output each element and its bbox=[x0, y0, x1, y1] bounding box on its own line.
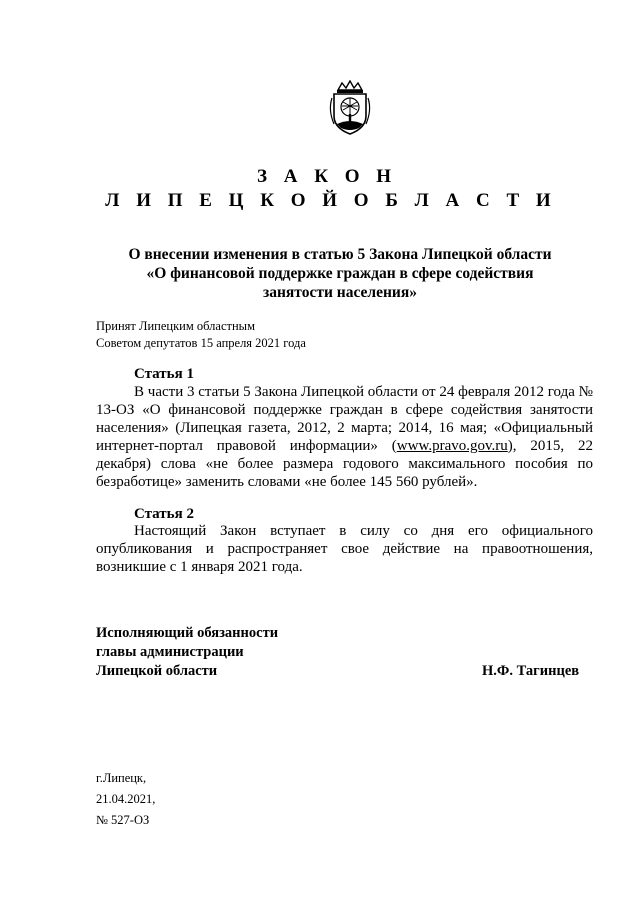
article-1-text bbox=[96, 383, 593, 491]
position-line-3: Липецкой области bbox=[96, 663, 218, 679]
article-1-text-start: В части 3 статьи 5 Закона Липецкой области от 24 февраля 2012 года № 13-ОЗ «О финансовой поддержке граждан в сфере содействия занятости населения» (Липецкая газета, 2012, 2 марта; 2014, 16 мая; «Официальный интернет-портал правовой информации» ( bbox=[96, 384, 593, 454]
coat-of-arms-icon bbox=[326, 80, 374, 136]
article-1-heading: Статья 1 bbox=[134, 366, 194, 382]
article-2-heading: Статья 2 bbox=[134, 506, 194, 522]
subject-line-3: занятости населения» bbox=[263, 284, 417, 301]
position-line-2: главы администрации bbox=[96, 644, 244, 660]
pravo-gov-link[interactable]: www.pravo.gov.ru bbox=[396, 438, 508, 454]
footer-number: № 527-ОЗ bbox=[96, 813, 150, 827]
adoption-note bbox=[96, 318, 306, 352]
footer-place: г.Липецк, bbox=[96, 771, 147, 785]
law-title: З А К О Н bbox=[256, 166, 398, 187]
law-subject bbox=[90, 245, 590, 302]
subject-line-2: «О финансовой поддержке граждан в сфере содействия bbox=[146, 265, 534, 282]
position-line-1: Исполняющий обязанности bbox=[96, 625, 279, 641]
adoption-line-2: Советом депутатов 15 апреля 2021 года bbox=[96, 336, 306, 350]
region-title: Л И П Е Ц К О Й О Б Л А С Т И bbox=[105, 190, 557, 211]
signatory-name: Н.Ф. Тагинцев bbox=[482, 663, 580, 679]
signatory-position bbox=[96, 624, 278, 681]
document-footer bbox=[96, 768, 155, 831]
article-2-text: Настоящий Закон вступает в силу со дня его официального опубликования и распространяет свое действие на правоотношения, возникшие с 1 января 2021 года. bbox=[96, 523, 593, 575]
adoption-line-1: Принят Липецким областным bbox=[96, 319, 255, 333]
subject-line-1: О внесении изменения в статью 5 Закона Липецкой области bbox=[128, 246, 552, 263]
article-1-text-end: ), 2015, 22 декабря) слова «не более размера годового максимального пособия по безработице» заменить словами «не более 145 560 рублей». bbox=[96, 438, 593, 490]
footer-date: 21.04.2021, bbox=[96, 792, 156, 806]
